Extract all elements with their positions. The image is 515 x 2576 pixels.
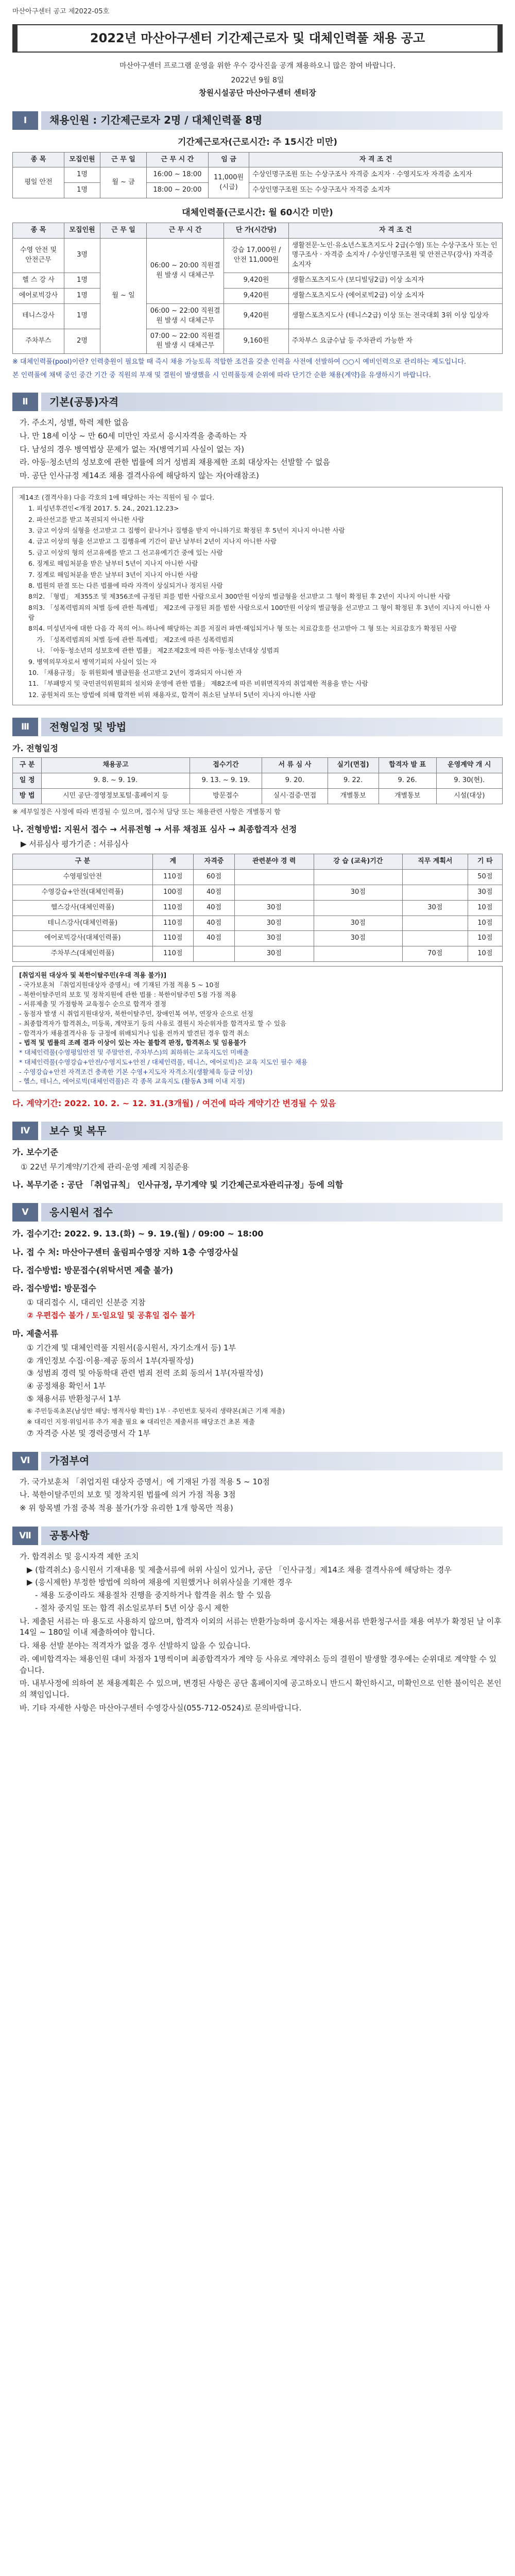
box-line: 3. 금고 이상의 실형을 선고받고 그 집행이 끝나거나 집행을 받지 아니하기로 확정된 후 5년이 지나지 아니한 사람 bbox=[28, 527, 345, 535]
table-cell: 40점 bbox=[194, 885, 235, 900]
box-line: 11. 「부패방지 및 국민권익위원회의 설치와 운영에 관한 법률」 제82조에 따른 비위면직자의 취업제한 적용을 받는 사람 bbox=[28, 680, 368, 688]
section-title: 가점부여 bbox=[41, 1452, 503, 1470]
box-line: 1. 피성년후견인<개정 2017. 5. 24., 2021.12.23> bbox=[28, 504, 179, 513]
table-cell: 30점 bbox=[234, 900, 314, 916]
row-header: 방 법 bbox=[13, 788, 42, 804]
table-cell: 주차부스(대체인력풀) bbox=[13, 946, 153, 962]
table-cell: 30점 bbox=[402, 900, 468, 916]
box-line: 6. 징계로 해임처분을 받은 날부터 5년이 지나지 아니한 사람 bbox=[28, 560, 198, 568]
col-header: 근 무 시 간 bbox=[147, 223, 224, 238]
box-line: 9. 병역의무자로서 병역기피의 사실이 있는 자 bbox=[28, 657, 157, 666]
box-line: 5. 금고 이상의 형의 선고유예를 받고 그 선고유예기간 중에 있는 사람 bbox=[28, 548, 223, 556]
table-cell: 시설(대상) bbox=[436, 788, 502, 804]
table-cell: 40점 bbox=[194, 900, 235, 916]
notice-date: 2022년 9월 8일 bbox=[231, 76, 284, 84]
table-cell: 2명 bbox=[64, 329, 100, 354]
table-cell: 9. 22. bbox=[328, 773, 379, 789]
table-cell: 100점 bbox=[152, 885, 193, 900]
wage-value: 11,000원 bbox=[214, 173, 244, 181]
table-cell: 9. 8. ~ 9. 19. bbox=[42, 773, 190, 789]
table-cell: 40점 bbox=[194, 931, 235, 946]
box-line: 12. 공원처리 또는 방법에 의해 합격한 비위 채용자로, 합격이 취소된 날부터 5년이 지나지 아니한 사람 bbox=[28, 690, 316, 699]
table-cell bbox=[402, 931, 468, 946]
col-header: 종 목 bbox=[13, 152, 64, 167]
table-cell: 월 ~ 일 bbox=[100, 238, 147, 354]
col-header: 관련분야 경 력 bbox=[234, 854, 314, 870]
intro-text: 마산아구센터 프로그램 운영을 위한 우수 강사진을 공개 채용하오니 많은 참여 바랍니다. bbox=[119, 61, 396, 70]
pay-standard: 가. 보수기준 bbox=[12, 1147, 58, 1158]
table-cell: 평일 안전 bbox=[13, 167, 64, 198]
section-number: Ⅴ bbox=[12, 1203, 38, 1222]
service-standard: 나. 복무기준 : 공단 「취업규칙」 인사규정, 무기계약 및 기간제근로자관리규정」등에 의함 bbox=[12, 1180, 344, 1190]
box-line: 7. 징계로 해임처분을 받은 날부터 3년이 지나지 아니한 사람 bbox=[28, 570, 198, 579]
table-cell: 수영강습+안전(대체인력풀) bbox=[13, 885, 153, 900]
section-4-header bbox=[12, 1122, 503, 1140]
section-title: 전형일정 및 방법 bbox=[41, 718, 503, 736]
box-line: 나. 「아동·청소년의 성보호에 관한 법률」 제2조제2호에 따른 아동·청소년대상 성범죄 bbox=[37, 647, 280, 655]
section-7-header bbox=[12, 1527, 503, 1545]
col-header: 근 무 일 bbox=[100, 152, 147, 167]
section-title: 보수 및 복무 bbox=[41, 1122, 503, 1140]
bonus-item: 가. 국가보훈처 「취업지원 대상자 증명서」에 기재된 가점 적용 5 ~ 10점 bbox=[20, 1477, 270, 1486]
priority-line: - 합격자가 채용결격사유 등 규정에 위배되거나 임용 전까지 발견된 경우 합격 취소 bbox=[19, 1029, 249, 1037]
table-cell: 수영평일안전 bbox=[13, 870, 153, 885]
method-detail: ① 대리접수 시, 대리인 신분증 지참 bbox=[27, 1298, 146, 1308]
common-item: 바. 기타 자세한 사항은 마산아구센터 수영강사실(055-712-0524)로 문의바랍니다. bbox=[20, 1703, 302, 1713]
table1-title: 기간제근로자(근로시간: 주 15시간 미만) bbox=[177, 137, 338, 147]
col-header: 근 무 일 bbox=[100, 223, 147, 238]
method-title: 나. 전형방법: 지원서 접수 → 서류전형 → 서류 채점표 심사 → 최종합격자 선정 bbox=[12, 824, 297, 835]
pay-standard-sub: ① 22년 무기계약/기간제 관리·운영 제례 지침준용 bbox=[21, 1162, 190, 1172]
document-item: ⑦ 자격증 사본 및 경력증명서 각 1부 bbox=[27, 1428, 150, 1438]
table-cell: 30점 bbox=[314, 916, 402, 931]
table-cell: 9. 20. bbox=[262, 773, 328, 789]
col-header: 합격자 발 표 bbox=[379, 758, 436, 773]
col-header: 모집인원 bbox=[64, 152, 100, 167]
priority-line: * 대체인력풀(수영강습+안전/수영지도+안전 / 대체인력풀, 테니스, 에어로빅)은 교육 지도인 필수 채용 bbox=[19, 1058, 308, 1066]
application-place: 나. 접 수 처: 마산아구센터 울림피수영장 지하 1층 수영강사실 bbox=[12, 1247, 239, 1257]
box-line: 8의2. 「형법」 제355조 및 제356조에 규정된 죄를 범한 사람으로서 300만원 이상의 벌금형을 선고받고 그 형이 확정된 후 2년이 지나지 아니한 사람 bbox=[28, 592, 451, 601]
col-header: 채용공고 bbox=[42, 758, 190, 773]
qualification-item: 나. 만 18세 이상 ~ 만 60세 미만인 자로서 응시자격을 충족하는 자 bbox=[20, 431, 247, 440]
table-cell: 9. 26. bbox=[379, 773, 436, 789]
table-cell: 3명 bbox=[64, 238, 100, 273]
notice-title: 2022년 마산아구센터 기간제근로자 및 대체인력풀 채용 공고 bbox=[12, 24, 503, 53]
table-cell bbox=[314, 900, 402, 916]
table-cell: 생활전문·노인·유소년스포츠지도사 2급(수영) 또는 수상구조사 또는 인명구조사 · 자격증 소지자 / 수상인명구조원 및 안전근무(강사) 자격증 소지자 bbox=[288, 238, 502, 273]
table-cell: 60점 bbox=[194, 870, 235, 885]
col-header: 자 격 조 건 bbox=[249, 152, 503, 167]
table-cell: 06:00 ~ 20:00 직원결원 발생 시 대체근무 bbox=[147, 238, 224, 303]
table-cell: 테니스강사 bbox=[13, 303, 64, 329]
table2-title: 대체인력풀(근로시간: 월 60시간 미만) bbox=[182, 208, 333, 218]
section-number: Ⅱ bbox=[12, 393, 38, 411]
priority-line: - 북한이탈주민의 보호 및 정착지원에 관한 법률 : 북한이탈주민 5점 가점 적용 bbox=[19, 990, 237, 998]
col-header: 접수기간 bbox=[190, 758, 262, 773]
table-cell: 50점 bbox=[468, 870, 502, 885]
common-item: 가. 합격취소 및 응시자격 제한 조치 bbox=[20, 1551, 139, 1561]
section-number: Ⅶ bbox=[12, 1527, 38, 1545]
table-cell: 16:00 ~ 18:00 bbox=[147, 167, 209, 183]
common-subitem: - 채용 도중이라도 채용절차 진행을 중지하거나 합격을 취소 할 수 있음 bbox=[35, 1590, 271, 1600]
table-cell: 1명 bbox=[64, 303, 100, 329]
issuing-org: 창원시설공단 마산아구센터 센터장 bbox=[199, 88, 316, 98]
table-cell: 시민 공단·경영정보포털·홈페이지 등 bbox=[42, 788, 190, 804]
row-header: 일 정 bbox=[13, 773, 42, 789]
table-cell: 방문접수 bbox=[190, 788, 262, 804]
common-subitem: - 절차 중지일 또는 합격 취소일로부터 5년 이상 응시 제한 bbox=[35, 1603, 229, 1613]
table-cell: 1명 bbox=[64, 167, 100, 183]
table-cell bbox=[234, 870, 314, 885]
method-sub: ▶ 서류심사 평가기준 : 서류심사 bbox=[21, 839, 129, 849]
col-header: 자격증 bbox=[194, 854, 235, 870]
box-line: 가. 「성폭력범죄의 처벌 등에 관한 특례법」 제2조에 따른 성폭력범죄 bbox=[37, 635, 234, 643]
table-cell: 1명 bbox=[64, 289, 100, 304]
common-subitem: ▶ (응시제한) 부정한 방법에 의하여 채용에 지원했거나 허위사실을 기재한 경우 bbox=[27, 1578, 293, 1587]
section-1-header bbox=[12, 111, 503, 130]
table-cell: 수영 안전 및 안전근무 bbox=[13, 238, 64, 273]
table-cell: 70점 bbox=[402, 946, 468, 962]
pool-note: ※ 대체인력풀(pool)이란? 인력충원이 필요할 때 즉시 채용 가능토록 적합한 조건을 갖춘 인력을 사전에 선발하여 ○○시 예비인력으로 관리하는 제도입니다. bbox=[12, 358, 467, 366]
section-number: Ⅳ bbox=[12, 1122, 38, 1140]
priority-box bbox=[12, 966, 503, 1091]
priority-line: - 헬스, 테니스, 에어로빅(대체인력풀)은 각 종목 교육지도 (활동A 3해 이내 지정) bbox=[19, 1077, 245, 1086]
bonus-item: ※ 위 항목별 가점 중복 적용 불가(가장 유리한 1개 항목만 적용) bbox=[20, 1503, 233, 1513]
disqualification-box bbox=[12, 487, 503, 705]
document-item: ① 기간제 및 대체인력풀 지원서(응시원서, 자기소개서 등) 1부 bbox=[27, 1343, 236, 1352]
schedule-title: 가. 전형일정 bbox=[12, 743, 58, 754]
table-cell: 9. 30(현). bbox=[436, 773, 502, 789]
section-title: 기본(공통)자격 bbox=[41, 393, 503, 411]
box-line: 8. 법원의 판결 또는 다른 법률에 따라 자격이 상실되거나 정지된 사람 bbox=[28, 581, 223, 589]
table-cell: 에어로빅강사(대체인력풀) bbox=[13, 931, 153, 946]
table-cell: 에어로빅강사 bbox=[13, 289, 64, 304]
table-cell: 1명 bbox=[64, 273, 100, 289]
table-cell: 30점 bbox=[234, 946, 314, 962]
table-cell: 9,420원 bbox=[224, 303, 288, 329]
table-cell: 주차부스 bbox=[13, 329, 64, 354]
table-cell bbox=[208, 167, 249, 198]
table-cell: 110점 bbox=[152, 931, 193, 946]
document-item: ⑤ 채용서류 반환청구서 1부 bbox=[27, 1394, 121, 1403]
section-title: 응시원서 접수 bbox=[41, 1203, 503, 1222]
section-6-header bbox=[12, 1452, 503, 1470]
table-cell: 110점 bbox=[152, 900, 193, 916]
document-item: ※ 대리인 지정·위임서류 추가 제출 필요 ※ 대리인은 제출서류 해당조건 초본 제출 bbox=[27, 1417, 255, 1426]
col-header: 단 가(시간당) bbox=[224, 223, 288, 238]
qualification-item: 다. 남성의 경우 병역법상 문제가 없는 자(병역기피 사실이 없는 자) bbox=[20, 444, 245, 454]
section-number: Ⅰ bbox=[12, 111, 38, 130]
table-cell bbox=[402, 885, 468, 900]
wage-note: (시급) bbox=[219, 183, 238, 191]
table-cell bbox=[402, 870, 468, 885]
application-method-2: 라. 접수방법: 방문접수 bbox=[12, 1283, 96, 1294]
section-5-header bbox=[12, 1203, 503, 1222]
col-header: 근 무 시 간 bbox=[147, 152, 209, 167]
substitute-pool-table bbox=[12, 223, 503, 354]
col-header: 서 류 심 사 bbox=[262, 758, 328, 773]
table-cell: 생활스포츠지도사 (테니스2급) 이상 또는 전국대회 3위 이상 입상자 bbox=[288, 303, 502, 329]
table-cell: 07:00 ~ 22:00 직원결원 발생 시 대체근무 bbox=[147, 329, 224, 354]
table-cell: 수상인명구조원 또는 수상구조사 자격증 소지자 · 수영지도자 자격증 소지자 bbox=[249, 167, 503, 183]
priority-line: - 수영강습+안전 자격조건 충족한 기본 수영+지도자 자격소지(생활체육 등급 이상) bbox=[19, 1067, 253, 1076]
table-cell: 9. 13. ~ 9. 19. bbox=[190, 773, 262, 789]
priority-line: * 대체인력풀(수영평일안전 및 주말안전, 주차부스)의 최하위는 교육지도인 미배출 bbox=[19, 1048, 249, 1057]
qualification-item: 마. 공단 인사규정 제14조 채용 결격사유에 해당하지 않는 자(아래참조) bbox=[20, 471, 259, 481]
bonus-item: 나. 북한이탈주민의 보호 및 정착지원 법률에 의거 가점 적용 3점 bbox=[20, 1490, 236, 1500]
document-item: ② 개인정보 수집·이용·제공 동의서 1부(자필작성) bbox=[27, 1355, 194, 1365]
col-header: 자 격 조 건 bbox=[288, 223, 502, 238]
table-cell: 18:00 ~ 20:00 bbox=[147, 183, 209, 198]
application-period: 가. 접수기간: 2022. 9. 13.(화) ~ 9. 19.(월) / 09:00 ~ 18:00 bbox=[12, 1229, 264, 1239]
common-item: 나. 제출된 서류는 마 용도로 사용하지 않으며, 합격자 이외의 서류는 반환가능하며 응시자는 채용서류 반환청구서를 채용 여부가 확정된 날 이후 14일 ~ 180일 이내 제출하여야 합니다. bbox=[20, 1616, 502, 1637]
priority-line: - 법적 및 법률의 조례 결과 이상이 있는 자는 불합격 판정, 합격취소 및 임용불가 bbox=[19, 1039, 246, 1047]
qualification-item: 가. 주소지, 성별, 학력 제한 없음 bbox=[20, 418, 129, 428]
table-cell: 30점 bbox=[468, 885, 502, 900]
table-cell: 개별통보 bbox=[328, 788, 379, 804]
priority-title: [취업지원 대상자 및 북한이탈주민(우대 적용 불가)] bbox=[19, 971, 167, 979]
col-header: 임 금 bbox=[208, 152, 249, 167]
table-cell: 110점 bbox=[152, 916, 193, 931]
table-cell: 주차부스 요금수납 등 주차관리 가능한 자 bbox=[288, 329, 502, 354]
table-cell: 30점 bbox=[314, 931, 402, 946]
table-cell: 개별통보 bbox=[379, 788, 436, 804]
box-line: 10. 「채용규정」 등 위원회에 별급원을 선고받고 2년이 경과되지 아니한 자 bbox=[28, 668, 242, 676]
section-3-header bbox=[12, 718, 503, 736]
priority-line: - 동점자 발생 시 취업지원대상자, 북한이탈주민, 장애인복 여부, 연장자 순으로 선정 bbox=[19, 1010, 253, 1018]
schedule-table bbox=[12, 757, 503, 804]
priority-line: - 서류제출 및 가점항목 교육점수 순으로 합격자 결정 bbox=[19, 1000, 166, 1008]
col-header: 모집인원 bbox=[64, 223, 100, 238]
box-line: 2. 파산선고를 받고 복권되지 아니한 사람 bbox=[28, 515, 144, 523]
table-cell: 40점 bbox=[194, 916, 235, 931]
table-cell: 강습 17,000원 / 안전 11,000원 bbox=[224, 238, 288, 273]
box-title: 제14조 (결격사유) 다음 각호의 1에 해당하는 자는 직원이 될 수 없다. bbox=[19, 493, 215, 501]
doc-number: 마산아구센터 공고 제2022-05호 bbox=[12, 8, 110, 15]
table-cell bbox=[234, 885, 314, 900]
table-cell: 10점 bbox=[468, 946, 502, 962]
common-item: 라. 예비합격자는 채용인원 대비 차점자 1명씩이며 최종합격자가 계약 등 사유로 계약취소 등의 결원이 발생할 경우에는 순위대로 계약할 수 있습니다. bbox=[20, 1654, 497, 1675]
qualification-item: 라. 아동·청소년의 성보호에 관한 법률에 의거 성범죄 채용제한 조회 대상자는 선발할 수 없음 bbox=[20, 457, 330, 467]
section-number: Ⅲ bbox=[12, 718, 38, 736]
section-title: 공통사항 bbox=[41, 1527, 503, 1545]
schedule-note: ※ 세부일정은 사정에 따라 변경될 수 있으며, 접수처 담당 또는 채용관련 사항은 개별통지 함 bbox=[12, 808, 281, 816]
pool-note-2: 본 인력풀에 채택 중인 중간 기간 중 직원의 부재 및 결원이 발생했을 시 인력풀등재 순위에 따라 단기간 순환 채용(계약)을 유생하시기 바랍니다. bbox=[12, 371, 431, 379]
table-cell bbox=[314, 870, 402, 885]
document-item: ③ 성범죄 경력 및 아동학대 관련 범죄 전력 조회 동의서 1부(자필작성) bbox=[27, 1368, 264, 1378]
document-item: ⑥ 주민등록초본(남성만 해당: 병적사항 확인) 1부 · 주민번호 뒷자리 생략본(최근 기재 제출) bbox=[27, 1406, 285, 1415]
table-cell: 9,420원 bbox=[224, 273, 288, 289]
col-header: 운영계약 개 시 bbox=[436, 758, 502, 773]
common-item: 마. 내부사정에 의하여 본 채용계획은 수 있으며, 변경된 사항은 공단 홈페이지에 공고하오니 반드시 확인하시고, 미확인으로 인한 불이익은 본인의 책임입니다. bbox=[20, 1679, 502, 1700]
col-header: 계 bbox=[152, 854, 193, 870]
section-title: 채용인원 : 기간제근로자 2명 / 대체인력풀 8명 bbox=[41, 111, 503, 130]
box-line: 8의3. 「성폭력범죄의 처벌 등에 관한 특례법」 제2조에 규정된 죄를 범한 사람으로서 100만원 이상의 벌금형을 선고받고 그 형이 확정된 후 3년이 지나지 아니한 사람 bbox=[28, 603, 490, 622]
table-cell: 10점 bbox=[468, 916, 502, 931]
table-cell: 1명 bbox=[64, 183, 100, 198]
table-cell: 110점 bbox=[152, 870, 193, 885]
table-cell: 생활스포츠지도사 (보디빌딩2급) 이상 소지자 bbox=[288, 273, 502, 289]
table-cell: 헬 스 강 사 bbox=[13, 273, 64, 289]
contract-period: 다. 계약기간: 2022. 10. 2. ~ 12. 31.(3개월) / 여건에 따라 계약기간 변경될 수 있음 bbox=[12, 1098, 336, 1109]
box-line: 4. 금고 이상의 형을 선고받고 그 집행유예 기간이 끝난 날부터 2년이 지나지 아니한 사람 bbox=[28, 537, 277, 546]
table-cell: 생활스포츠지도사 (에어로빅2급) 이상 소지자 bbox=[288, 289, 502, 304]
method-detail-warning: ② 우편접수 불가 / 토·일요일 및 공휴일 접수 불가 bbox=[27, 1310, 195, 1320]
col-header: 기 타 bbox=[468, 854, 502, 870]
table-cell bbox=[402, 916, 468, 931]
application-method: 다. 접수방법: 방문접수(위탁서면 제출 불가) bbox=[12, 1265, 174, 1275]
documents-title: 마. 제출서류 bbox=[12, 1328, 58, 1338]
common-item: 다. 채용 선발 분야는 적격자가 없을 경우 선발하지 않을 수 있습니다. bbox=[20, 1641, 251, 1651]
col-header: 강 습 (교육)기간 bbox=[314, 854, 402, 870]
table-cell: 30점 bbox=[234, 931, 314, 946]
priority-line: - 최종합격자가 합격취소, 미등록, 계약포기 등의 사유로 결원시 차순위자를 합격자로 할 수 있음 bbox=[19, 1019, 286, 1027]
contract-worker-table bbox=[12, 152, 503, 199]
col-header: 종 목 bbox=[13, 223, 64, 238]
table-cell bbox=[194, 946, 235, 962]
col-header: 직무 계획서 bbox=[402, 854, 468, 870]
table-cell: 30점 bbox=[234, 916, 314, 931]
document-item: ④ 공정채용 확인서 1부 bbox=[27, 1381, 106, 1391]
box-line: 8의4. 미성년자에 대한 다음 각 목의 어느 하나에 해당하는 죄를 저질러 파면·해임되거나 형 또는 치료감호를 선고받아 그 형 또는 치료감호가 확정된 사람 bbox=[28, 624, 457, 633]
common-subitem: ▶ (합격취소) 응시원서 기재내용 및 제출서류에 허위 사실이 있거나, 공단 「인사규정」제14조 채용 결격사유에 해당하는 경우 bbox=[27, 1565, 452, 1574]
col-header: 구 분 bbox=[13, 758, 42, 773]
table-cell: 월 ~ 금 bbox=[100, 167, 147, 198]
table-cell bbox=[314, 946, 402, 962]
table-cell: 30점 bbox=[314, 885, 402, 900]
table-cell: 9,160원 bbox=[224, 329, 288, 354]
table-cell: 헬스강사(대체인력풀) bbox=[13, 900, 153, 916]
table-cell: 수상인명구조원 또는 수상구조사 자격증 소지자 bbox=[249, 183, 503, 198]
table-cell: 06:00 ~ 22:00 직원결원 발생 시 대체근무 bbox=[147, 303, 224, 329]
table-cell: 10점 bbox=[468, 900, 502, 916]
table-cell: 10점 bbox=[468, 931, 502, 946]
col-header: 구 분 bbox=[13, 854, 153, 870]
table-cell: 실시·검증·면접 bbox=[262, 788, 328, 804]
col-header: 실기(면접) bbox=[328, 758, 379, 773]
table-cell: 110점 bbox=[152, 946, 193, 962]
section-2-header bbox=[12, 393, 503, 411]
priority-line: - 국가보훈처 『취업지원대상자 증명서』에 기재된 가점 적용 5 ~ 10점 bbox=[19, 980, 220, 989]
section-number: Ⅵ bbox=[12, 1452, 38, 1470]
table-cell: 9,420원 bbox=[224, 289, 288, 304]
evaluation-table bbox=[12, 854, 503, 962]
table-cell: 테니스강사(대체인력풀) bbox=[13, 916, 153, 931]
